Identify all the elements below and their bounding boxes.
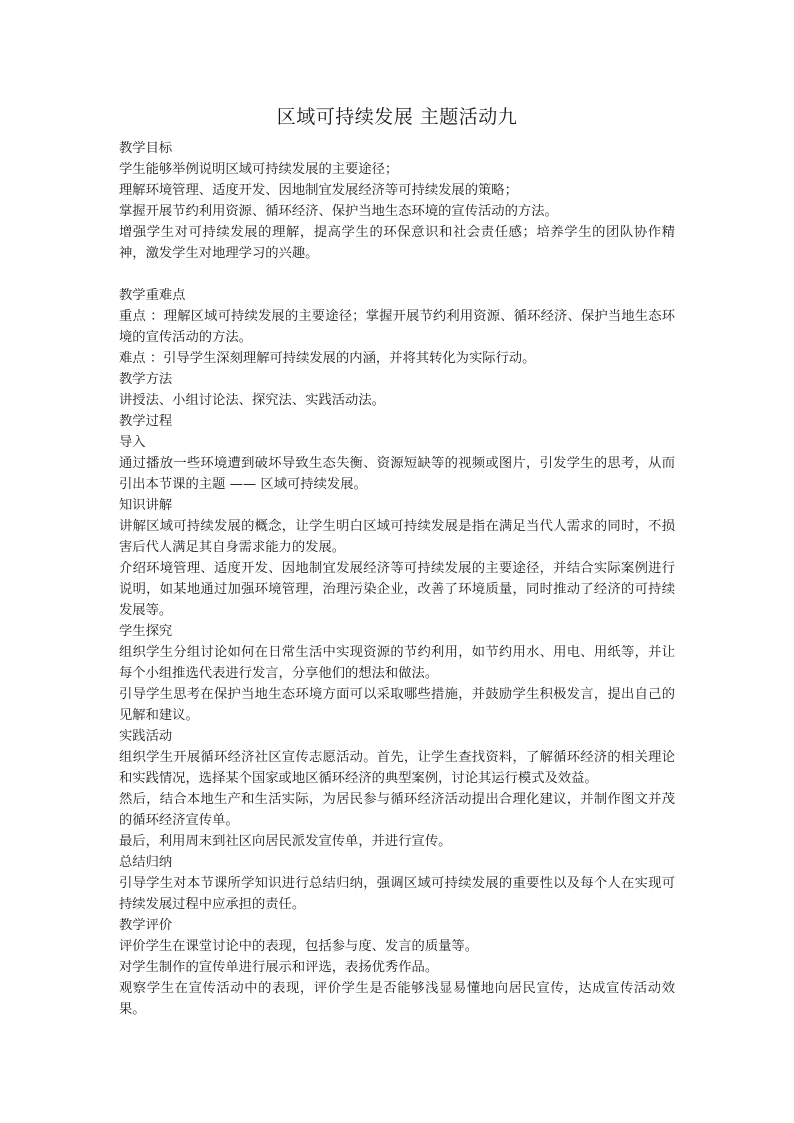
methods-text: 讲授法、小组讨论法、探究法、实践活动法。 <box>119 393 385 408</box>
intro-text: 通过播放一些环境遭到破坏导致生态失衡、资源短缺等的视频或图片，引发学生的思考，从而引出本节课的主题 —— 区域可持续发展。 <box>119 456 675 492</box>
summary-heading: 总结归纳 <box>119 855 173 870</box>
objective-item: 增强学生对可持续发展的理解，提高学生的环保意识和社会责任感；培养学生的团队协作精神，激发学生对地理学习的兴趣。 <box>119 225 675 261</box>
methods-heading: 教学方法 <box>119 372 173 387</box>
keypoints-heading: 教学重难点 <box>119 288 186 303</box>
knowledge-heading: 知识讲解 <box>119 498 173 513</box>
difficult-point: 难点 ：引导学生深刻理解可持续发展的内涵，并将其转化为实际行动。 <box>119 351 536 366</box>
evaluation-heading: 教学评价 <box>119 918 173 933</box>
inquiry-heading: 学生探究 <box>119 624 173 639</box>
knowledge-item: 讲解区域可持续发展的概念，让学生明白区域可持续发展是指在满足当代人需求的同时，不损害后代人满足其自身需求能力的发展。 <box>119 519 675 555</box>
summary-text: 引导学生对本节课所学知识进行总结归纳，强调区域可持续发展的重要性以及每个人在实现可持续发展过程中应承担的责任。 <box>119 876 675 912</box>
inquiry-item: 组织学生分组讨论如何在日常生活中实现资源的节约利用，如节约用水、用电、用纸等，并让每个小组推选代表进行发言，分享他们的想法和做法。 <box>119 645 675 681</box>
process-heading: 教学过程 <box>119 414 173 429</box>
practice-item: 最后，利用周末到社区向居民派发宣传单，并进行宣传。 <box>119 834 452 849</box>
evaluation-item: 评价学生在课堂讨论中的表现，包括参与度、发言的质量等。 <box>119 939 479 954</box>
intro-heading: 导入 <box>119 435 146 450</box>
document-body <box>119 138 675 1020</box>
document-title: 区域可持续发展 主题活动九 <box>276 106 518 128</box>
practice-heading: 实践活动 <box>119 729 173 744</box>
objective-item: 学生能够举例说明区域可持续发展的主要途径； <box>119 162 399 177</box>
key-point: 重点 ：理解区域可持续发展的主要途径；掌握开展节约利用资源、循环经济、保护当地生态环境的宣传活动的方法。 <box>119 309 675 345</box>
knowledge-item: 介绍环境管理、适度开发、因地制宜发展经济等可持续发展的主要途径，并结合实际案例进行说明，如某地通过加强环境管理，治理污染企业，改善了环境质量，同时推动了经济的可持续发展等。 <box>119 561 675 618</box>
objective-item: 掌握开展节约利用资源、循环经济、保护当地生态环境的宣传活动的方法。 <box>119 204 558 219</box>
evaluation-item: 观察学生在宣传活动中的表现，评价学生是否能够浅显易懂地向居民宣传，达成宣传活动效果。 <box>119 981 675 1017</box>
objective-item: 理解环境管理、适度开发、因地制宜发展经济等可持续发展的策略； <box>119 183 518 198</box>
practice-item: 组织学生开展循环经济社区宣传志愿活动。首先，让学生查找资料，了解循环经济的相关理论和实践情况，选择某个国家或地区循环经济的典型案例，讨论其运行模式及效益。 <box>119 750 675 786</box>
evaluation-item: 对学生制作的宣传单进行展示和评选，表扬优秀作品。 <box>119 960 439 975</box>
inquiry-item: 引导学生思考在保护当地生态环境方面可以采取哪些措施，并鼓励学生积极发言，提出自己的见解和建议。 <box>119 687 675 723</box>
blank-line <box>119 264 675 285</box>
practice-item: 然后，结合本地生产和生活实际，为居民参与循环经济活动提出合理化建议，并制作图文并茂的循环经济宣传单。 <box>119 792 675 828</box>
objectives-heading: 教学目标 <box>119 141 173 156</box>
